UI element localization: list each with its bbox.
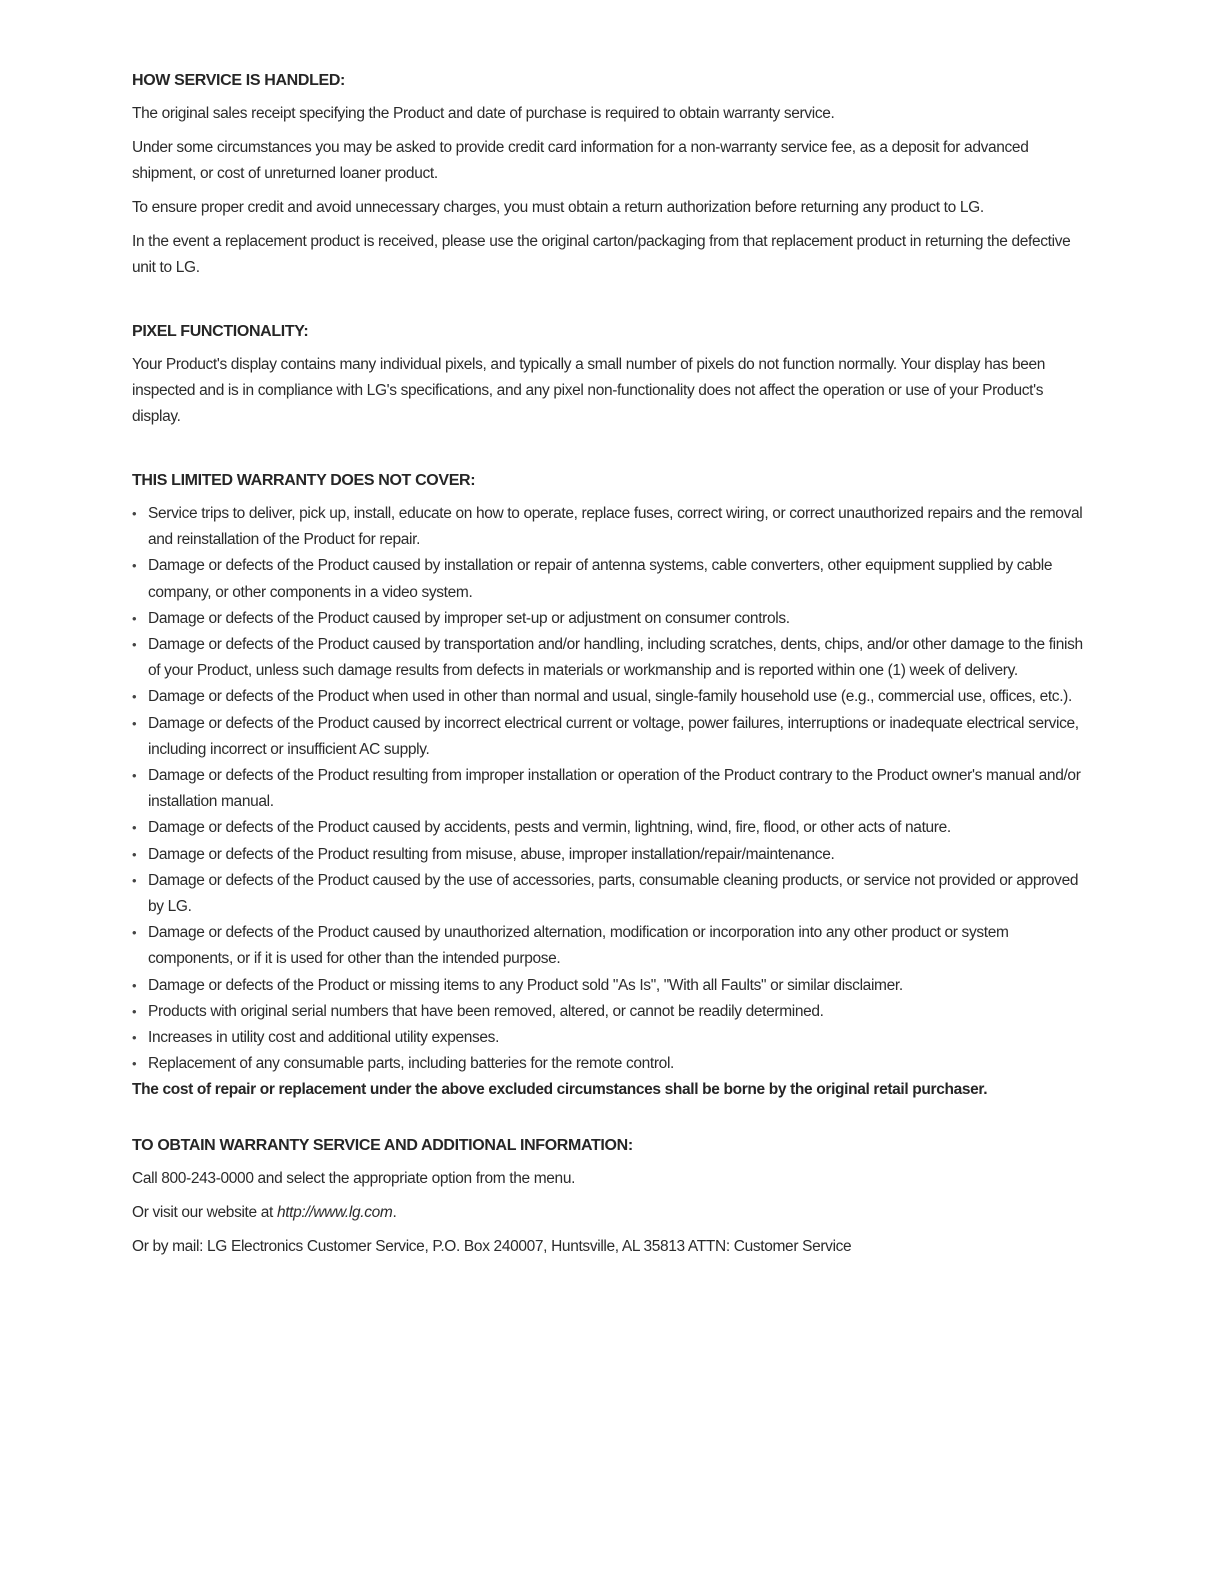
list-item: • Damage or defects of the Product resulting from misuse, abuse, improper installation/repair/maintenance. [132,842,1092,868]
list-item: • Service trips to deliver, pick up, install, educate on how to operate, replace fuses, correct wiring, or correct unauthorized repairs and the removal and reinstallation of the Product for repair. [132,501,1092,553]
list-item: • Damage or defects of the Product caused by unauthorized alternation, modification or incorporation into any other product or system components, or if it is used for other than the intended purpose. [132,920,1092,972]
list-item: • Damage or defects of the Product caused by installation or repair of antenna systems, cable converters, other equipment supplied by cable company, or other components in a video system. [132,553,1092,605]
list-item: • Damage or defects of the Product resulting from improper installation or operation of the Product contrary to the Product owner's manual and/or installation manual. [132,763,1092,815]
service-section [132,68,1092,281]
service-paragraph: In the event a replacement product is received, please use the original carton/packaging from that replacement product in returning the defective unit to LG. [132,233,1071,276]
mail-line: Or by mail: LG Electronics Customer Service, P.O. Box 240007, Huntsville, AL 35813 ATTN: Customer Service [132,1238,852,1256]
call-line: Call 800-243-0000 and select the appropriate option from the menu. [132,1170,576,1188]
list-item: • Damage or defects of the Product caused by improper set-up or adjustment on consumer controls. [132,606,1092,632]
service-paragraph: Under some circumstances you may be asked to provide credit card information for a non-warranty service fee, as a deposit for advanced shipment, or cost of unreturned loaner product. [132,139,1029,182]
list-item: • Replacement of any consumable parts, including batteries for the remote control. [132,1051,1092,1077]
list-item: • Damage or defects of the Product caused by the use of accessories, parts, consumable cleaning products, or service not provided or approved by LG. [132,868,1092,920]
list-item: • Damage or defects of the Product caused by incorrect electrical current or voltage, power failures, interruptions or inadequate electrical service, including incorrect or insufficient AC supply. [132,711,1092,763]
list-item: • Damage or defects of the Product caused by accidents, pests and vermin, lightning, wind, fire, flood, or other acts of nature. [132,815,1092,841]
service-paragraph: The original sales receipt specifying the Product and date of purchase is required to obtain warranty service. [132,105,835,122]
warranty-page [132,68,1092,1268]
website-prefix: Or visit our website at [132,1204,277,1222]
service-paragraph: To ensure proper credit and avoid unnecessary charges, you must obtain a return authorization before returning any product to LG. [132,199,984,216]
cost-note: The cost of repair or replacement under the above excluded circumstances shall be borne by the original retail purchaser. [132,1081,988,1099]
exclusions-list [132,501,1092,1077]
website-line [132,1200,1092,1226]
pixel-section [132,319,1092,430]
not-covered-heading: THIS LIMITED WARRANTY DOES NOT COVER: [132,472,476,489]
obtain-heading: TO OBTAIN WARRANTY SERVICE AND ADDITIONAL INFORMATION: [132,1137,633,1155]
list-item: • Products with original serial numbers that have been removed, altered, or cannot be readily determined. [132,999,1092,1025]
list-item: • Damage or defects of the Product or missing items to any Product sold "As Is", "With all Faults" or similar disclaimer. [132,973,1092,999]
obtain-section [132,1133,1092,1260]
website-link[interactable]: http://www.lg.com [276,1204,393,1222]
list-item: • Increases in utility cost and additional utility expenses. [132,1025,1092,1051]
pixel-heading: PIXEL FUNCTIONALITY: [132,323,309,340]
website-suffix: . [392,1204,397,1222]
pixel-paragraph: Your Product's display contains many individual pixels, and typically a small number of pixels do not function normally. Your display has been inspected and is in compliance with LG's specifications, and any pixel non-functionality does not affect the operation or use of your Product's display. [132,356,1046,425]
service-heading: HOW SERVICE IS HANDLED: [132,72,346,89]
list-item: • Damage or defects of the Product caused by transportation and/or handling, including scratches, dents, chips, and/or other damage to the finish of your Product, unless such damage results from defects in materials or workmanship and is reported within one (1) week of delivery. [132,632,1092,684]
not-covered-section [132,468,1092,1103]
list-item: • Damage or defects of the Product when used in other than normal and usual, single-family household use (e.g., commercial use, offices, etc.). [132,684,1092,710]
